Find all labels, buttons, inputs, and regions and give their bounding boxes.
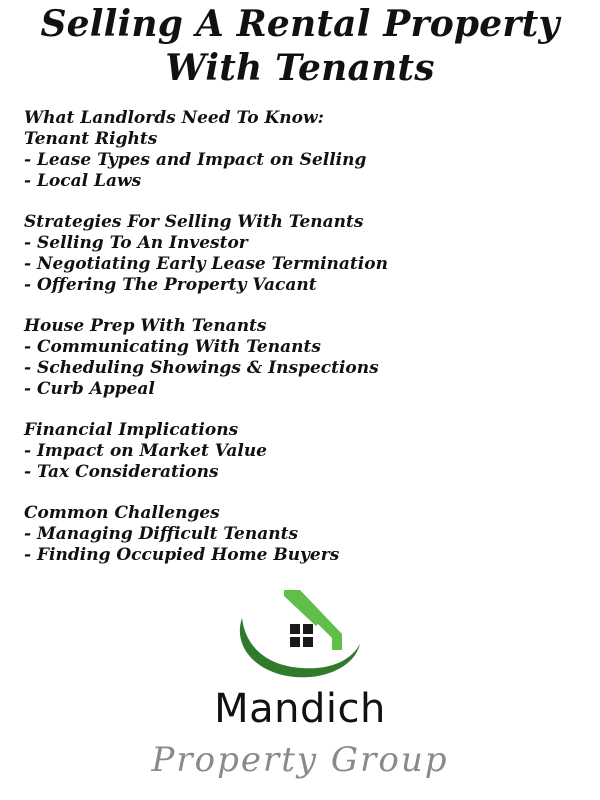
list-item: - Finding Occupied Home Buyers xyxy=(24,545,340,565)
list-item: - Tax Considerations xyxy=(24,462,219,482)
brand-subtitle: Property Group xyxy=(151,740,449,780)
section-landlords xyxy=(24,108,584,192)
list-item: Tenant Rights xyxy=(24,129,158,149)
section-heading: Strategies For Selling With Tenants xyxy=(24,212,364,232)
section-strategies xyxy=(24,212,584,296)
logo-window-pane xyxy=(303,624,313,634)
section-financial xyxy=(24,420,584,483)
list-item: - Managing Difficult Tenants xyxy=(24,524,299,544)
house-logo-icon xyxy=(200,584,400,699)
list-item: - Impact on Market Value xyxy=(24,441,267,461)
list-item: - Curb Appeal xyxy=(24,379,155,399)
section-house-prep xyxy=(24,316,584,400)
section-heading: What Landlords Need To Know: xyxy=(24,108,324,128)
section-heading: Financial Implications xyxy=(24,420,239,440)
section-challenges xyxy=(24,503,584,566)
brand-name: Mandich xyxy=(214,686,386,732)
list-item: - Communicating With Tenants xyxy=(24,337,321,357)
logo-window-pane xyxy=(290,624,300,634)
logo-window-pane xyxy=(290,637,300,647)
list-item: - Local Laws xyxy=(24,171,142,191)
list-item: - Negotiating Early Lease Termination xyxy=(24,254,388,274)
list-item: - Scheduling Showings & Inspections xyxy=(24,358,379,378)
list-item: - Selling To An Investor xyxy=(24,233,248,253)
section-heading: Common Challenges xyxy=(24,503,220,523)
page-title xyxy=(0,2,600,90)
list-item: - Lease Types and Impact on Selling xyxy=(24,150,367,170)
topic-outline xyxy=(24,108,584,586)
title-line-1: Selling A Rental Property xyxy=(40,3,560,45)
section-heading: House Prep With Tenants xyxy=(24,316,267,336)
list-item: - Offering The Property Vacant xyxy=(24,275,317,295)
logo-window-pane xyxy=(303,637,313,647)
title-line-2: With Tenants xyxy=(165,47,435,89)
